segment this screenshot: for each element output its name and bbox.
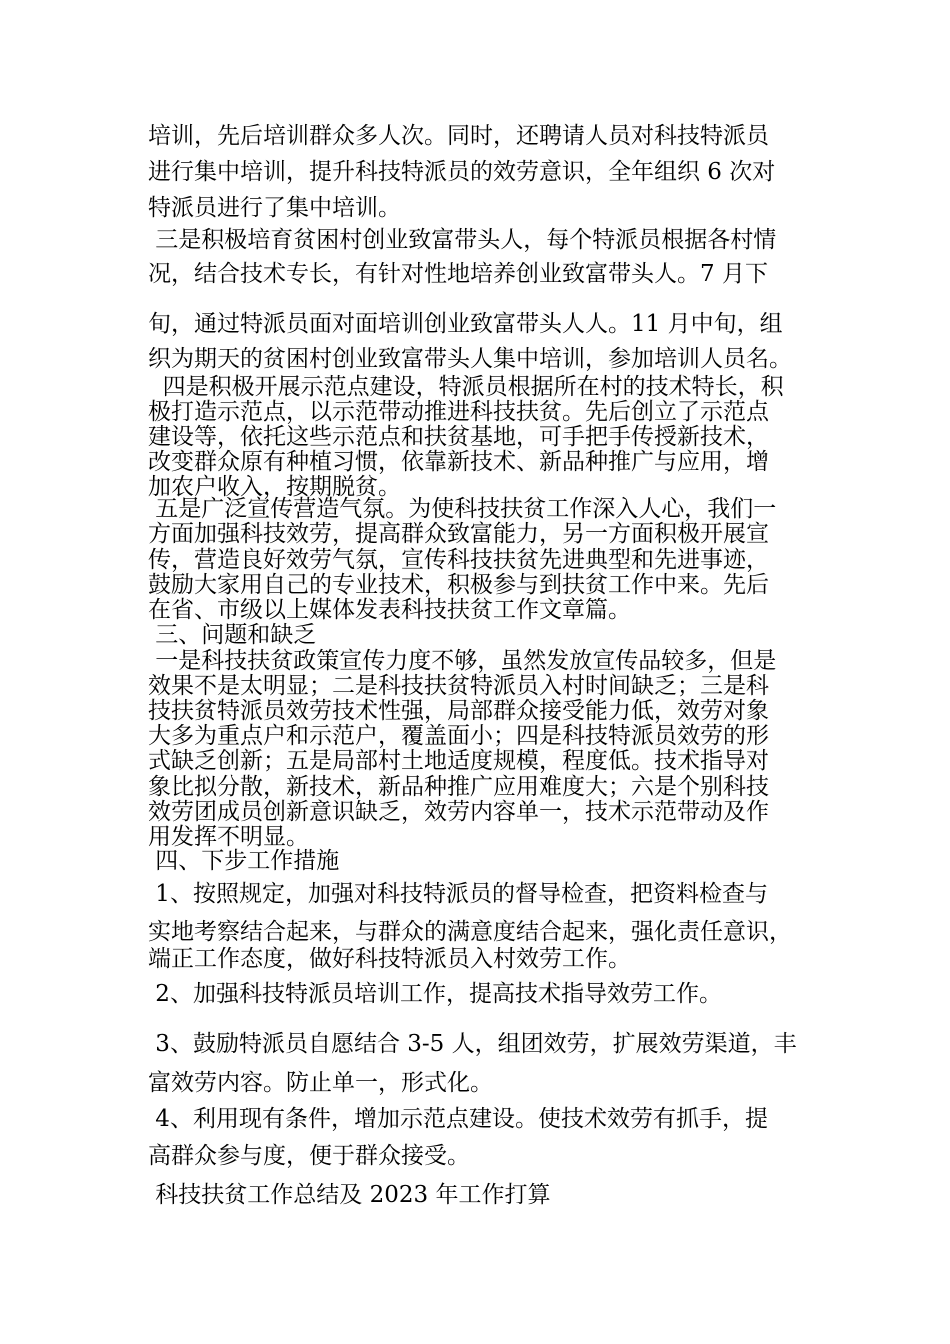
text-line: 高群众参与度，便于群众接受。: [148, 1143, 470, 1169]
text-line: 端正工作态度，做好科技特派员入村效劳工作。: [148, 946, 631, 972]
text-line: 实地考察结合起来，与群众的满意度结合起来，强化责任意识，: [148, 919, 792, 945]
text-line: 五是广泛宣传营造气氛。为使科技扶贫工作深入人心，我们一: [148, 496, 777, 522]
text-line: 4、利用现有条件，增加示范点建设。使技术效劳有抓手，提: [148, 1106, 768, 1132]
text-line: 传，营造良好效劳气氛，宣传科技扶贫先进典型和先进事迹，: [148, 547, 769, 573]
text-line: 一是科技扶贫政策宣传力度不够，虽然发放宣传品较多，但是: [148, 648, 777, 674]
text-line: 技扶贫特派员效劳技术性强，局部群众接受能力低，效劳对象: [148, 698, 769, 724]
text-line: 进行集中培训，提升科技特派员的效劳意识，全年组织 6 次对: [148, 159, 776, 185]
text-line: 织为期天的贫困村创业致富带头人集中培训，参加培训人员名。: [148, 346, 792, 372]
text-line: 改变群众原有种植习惯，依靠新技术、新品种推广与应用，增: [148, 449, 769, 475]
text-line: 况，结合技术专长，有针对性地培养创业致富带头人。7 月下: [148, 261, 768, 287]
text-line: 1、按照规定，加强对科技特派员的督导检查，把资料检查与: [148, 881, 768, 907]
text-line: 富效劳内容。防止单一，形式化。: [148, 1070, 493, 1096]
text-line: 特派员进行了集中培训。: [148, 195, 401, 221]
text-line: 在省、市级以上媒体发表科技扶贫工作文章篇。: [148, 597, 631, 623]
text-line: 旬，通过特派员面对面培训创业致富带头人人。11 月中旬，组: [148, 311, 783, 337]
document-title: 科技扶贫工作总结及 2023 年工作打算: [148, 1182, 551, 1208]
text-line: 鼓励大家用自己的专业技术，积极参与到扶贫工作中来。先后: [148, 572, 769, 598]
text-line: 大多为重点户和示范户，覆盖面小；四是科技特派员效劳的形: [148, 723, 769, 749]
text-line: 象比拟分散，新技术，新品种推广应用难度大；六是个别科技: [148, 774, 769, 800]
text-line: 用发挥不明显。: [148, 824, 309, 850]
text-line: 方面加强科技效劳，提高群众致富能力，另一方面积极开展宣: [148, 521, 769, 547]
text-line: 极打造示范点，以示范带动推进科技扶贫。先后创立了示范点: [148, 399, 769, 425]
text-line: 三是积极培育贫困村创业致富带头人，每个特派员根据各村情: [148, 227, 777, 253]
text-line: 效劳团成员创新意识缺乏，效劳内容单一，技术示范带动及作: [148, 799, 769, 825]
text-line: 四是积极开展示范点建设，特派员根据所在村的技术特长，积: [148, 374, 784, 400]
text-line: 加农户收入，按期脱贫。: [148, 474, 401, 500]
section-heading: 四、下步工作措施: [148, 848, 340, 874]
section-heading: 三、问题和缺乏: [148, 622, 317, 648]
text-line: 3、鼓励特派员自愿结合 3-5 人，组团效劳，扩展效劳渠道，丰: [148, 1031, 797, 1057]
text-line: 建设等，依托这些示范点和扶贫基地，可手把手传授新技术，: [148, 424, 769, 450]
text-line: 培训，先后培训群众多人次。同时，还聘请人员对科技特派员: [148, 123, 769, 149]
text-line: 式缺乏创新；五是局部村土地适度规模，程度低。技术指导对: [148, 748, 769, 774]
text-line: 效果不是太明显；二是科技扶贫特派员入村时间缺乏；三是科: [148, 673, 769, 699]
text-line: 2、加强科技特派员培训工作，提高技术指导效劳工作。: [148, 981, 722, 1007]
